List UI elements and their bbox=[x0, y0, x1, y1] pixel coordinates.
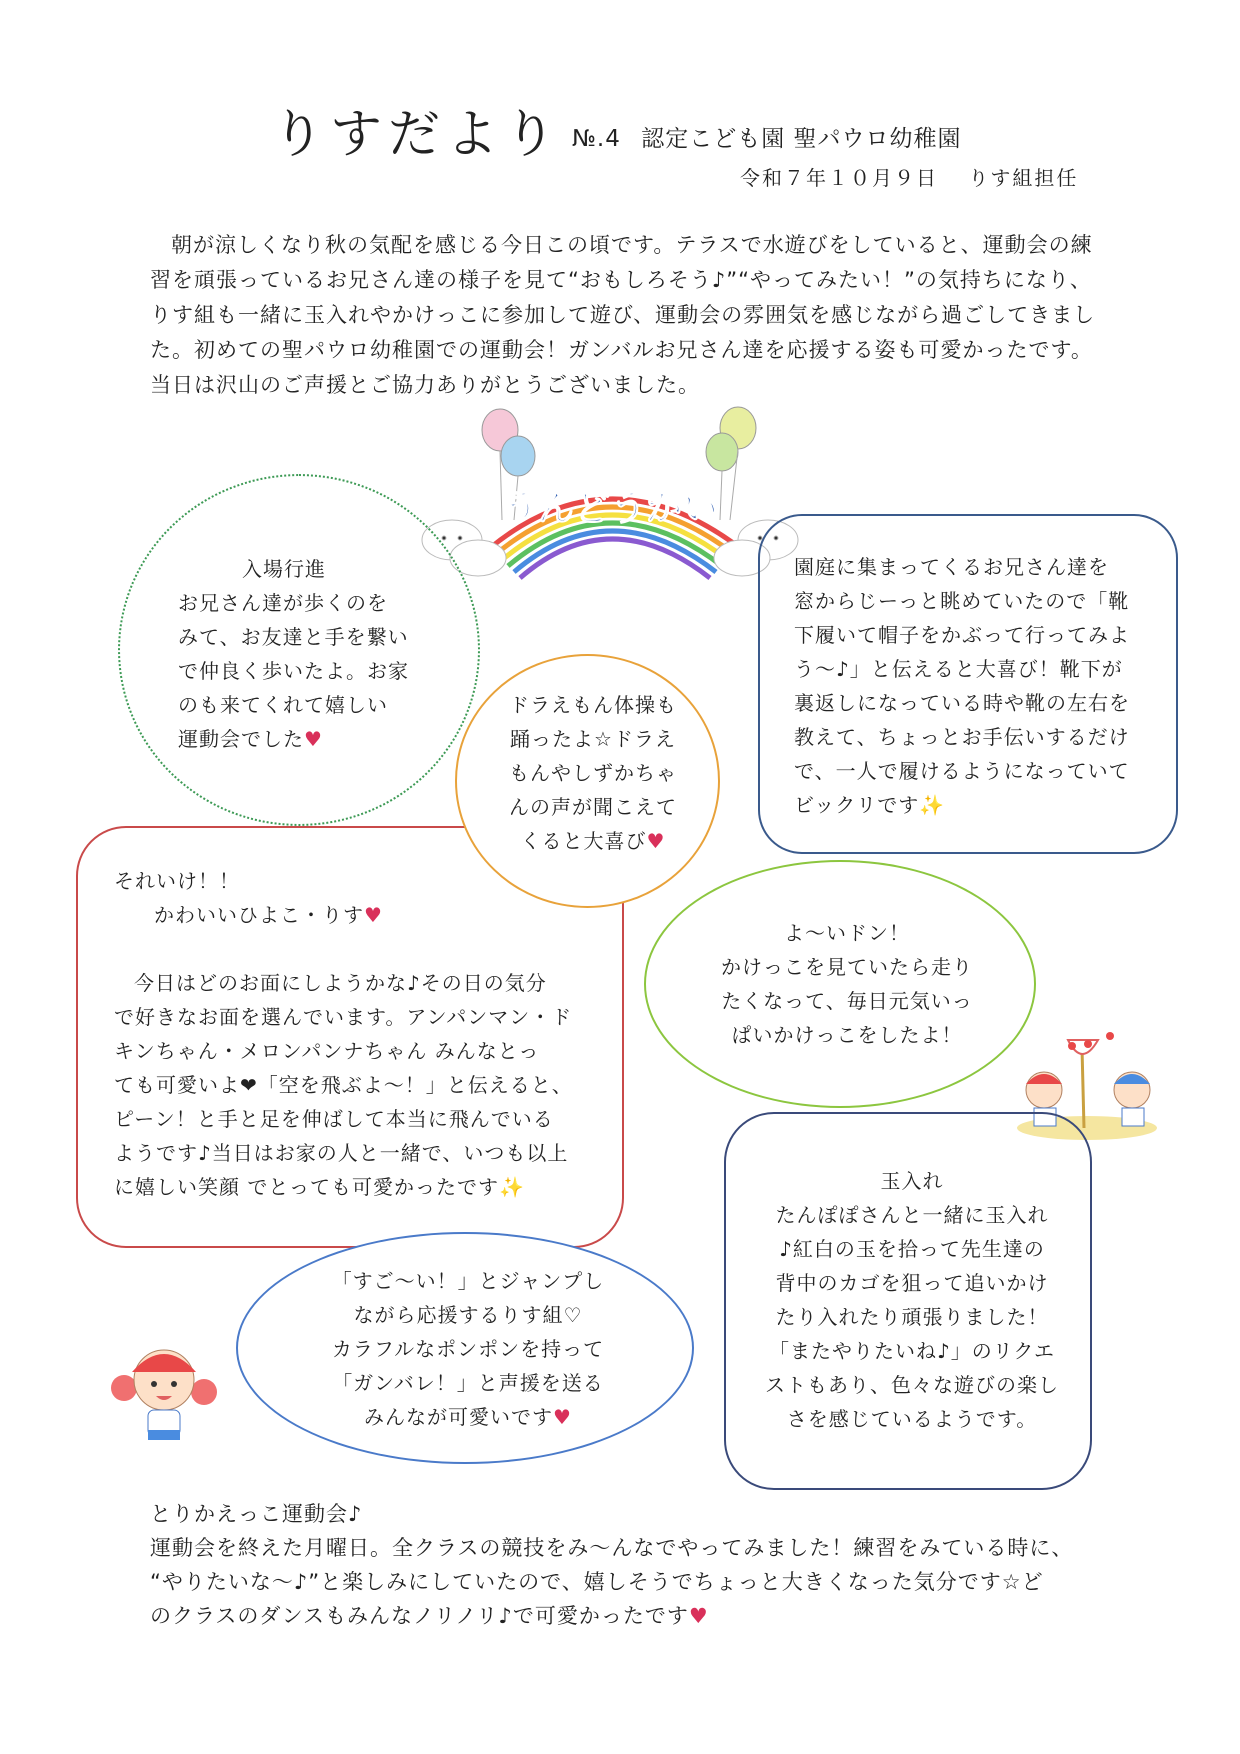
bottom-section bbox=[150, 1497, 1110, 1633]
intro-paragraph bbox=[150, 228, 1105, 403]
entrance-line: のも来てくれて嬉しい bbox=[178, 693, 388, 717]
race-line: かけっこを見ていたら走り bbox=[721, 955, 973, 979]
header-date-line bbox=[740, 162, 1078, 191]
garden-line: 園庭に集まってくるお兄さん達を bbox=[794, 555, 1109, 579]
doraemon-line: 踊ったよ☆ドラえ bbox=[510, 727, 676, 751]
entrance-bubble bbox=[118, 474, 480, 826]
tamaire-line: 「またやりたいね♪」のリクエ bbox=[769, 1339, 1055, 1363]
cheer-line: 「すご～い！」とジャンプし bbox=[331, 1269, 605, 1293]
hiyoko-line: 今日はどのお面にしようかな♪その日の気分 bbox=[134, 971, 547, 995]
hiyoko-line: ても可愛いよ❤「空を飛ぶよ～！」と伝えると、 bbox=[114, 1073, 573, 1097]
heart-icon: ♥ bbox=[688, 1604, 709, 1628]
cheer-line: ながら応援するりす組♡ bbox=[353, 1303, 583, 1327]
entrance-line: みて、お友達と手を繋い bbox=[178, 625, 409, 649]
doraemon-line: もんやしずかちゃ bbox=[509, 761, 677, 785]
hiyoko-line: ようです♪当日はお家の人と一緒で、いつも以上 bbox=[114, 1141, 569, 1165]
hiyoko-title-1: それいけ！！ bbox=[114, 869, 240, 893]
garden-line: で、一人で履けるようになっていて bbox=[794, 759, 1130, 783]
bottom-line: 運動会を終えた月曜日。全クラスの競技をみ～んなでやってみました！練習をみている時に、 bbox=[150, 1536, 1074, 1560]
intro-text: 朝が涼しくなり秋の気配を感じる今日この頃です。テラスで水遊びをしていると、運動会の練習を頑張っているお兄さん達の様子を見て“おもしろそう♪”“やってみたい！”の気持ちになり、りす組も一緒に玉入れやかけっこに参加して遊び、運動会の雰囲気を感じながら過ごしてきました。初めての聖パウロ幼稚園での運動会！ガンバルお兄さん達を応援する姿も可愛かったです。当日は沢山のご声援とご協力ありがとうございました。 bbox=[150, 233, 1096, 397]
tamaire-line: 背中のカゴを狙って追いかけ bbox=[775, 1271, 1049, 1295]
school-name: 認定こども園 聖パウロ幼稚園 bbox=[641, 126, 962, 152]
sparkle-icon: ✨ bbox=[498, 1175, 525, 1199]
garden-line: 裏返しになっている時や靴の左右を bbox=[794, 691, 1130, 715]
issue-number: №.4 bbox=[572, 126, 621, 152]
author: りす組担任 bbox=[968, 166, 1079, 190]
hiyoko-line: に嬉しい笑顔 でとっても可愛かったです bbox=[114, 1175, 499, 1199]
garden-line: ビックリです bbox=[794, 793, 920, 817]
garden-bubble bbox=[758, 514, 1178, 854]
cheer-bubble bbox=[236, 1232, 694, 1464]
hiyoko-line: キンちゃん・メロンパンナちゃん みんなとっ bbox=[114, 1039, 540, 1063]
race-line: ぱいかけっこをしたよ！ bbox=[731, 1023, 963, 1047]
banner-text: うんどうかい bbox=[501, 488, 719, 529]
tamaire-line: たんぽぽさんと一緒に玉入れ bbox=[775, 1203, 1049, 1227]
undoukai-banner-illustration bbox=[420, 400, 800, 580]
tamaire-heading: 玉入れ bbox=[880, 1169, 944, 1193]
cheer-line: カラフルなポンポンを持って bbox=[331, 1337, 605, 1361]
race-line: たくなって、毎日元気いっ bbox=[721, 989, 973, 1013]
doraemon-bubble bbox=[455, 654, 720, 908]
race-bubble bbox=[644, 860, 1036, 1108]
heart-icon: ♥ bbox=[304, 727, 323, 751]
doraemon-line: ドラえもん体操も bbox=[509, 693, 677, 717]
tamaire-line: たり入れたり頑張りました！ bbox=[775, 1305, 1049, 1329]
hiyoko-title-2: かわいいひよこ・りす bbox=[154, 903, 364, 927]
doraemon-line: んの声が聞こえて bbox=[509, 795, 677, 819]
garden-line: 教えて、ちょっとお手伝いするだけ bbox=[794, 725, 1130, 749]
tamaire-line: さを感じているようです。 bbox=[786, 1407, 1038, 1431]
entrance-line: で仲良く歩いたよ。お家 bbox=[178, 659, 409, 683]
entrance-line: お兄さん達が歩くのを bbox=[178, 591, 388, 615]
hiyoko-line: ピーン！と手と足を伸ばして本当に飛んでいる bbox=[114, 1107, 554, 1131]
garden-line: 窓からじーっと眺めていたので「靴 bbox=[794, 589, 1130, 613]
hiyoko-line: で好きなお面を選んでいます。アンパンマン・ド bbox=[114, 1005, 573, 1029]
sparkle-icon: ✨ bbox=[919, 793, 946, 817]
garden-line: う～♪」と伝えると大喜び！靴下が bbox=[794, 657, 1123, 681]
heart-icon: ♥ bbox=[364, 903, 383, 927]
issue-date: 令和７年１０月９日 bbox=[740, 166, 938, 190]
entrance-heading: 入場行進 bbox=[242, 557, 326, 581]
tamaire-line: ♪紅白の玉を拾って先生達の bbox=[779, 1237, 1045, 1261]
bottom-line: のクラスのダンスもみんなノリノリ♪で可愛かったです bbox=[150, 1604, 689, 1628]
race-heading: よ～いドン！ bbox=[784, 921, 910, 945]
bottom-heading: とりかえっこ運動会♪ bbox=[150, 1502, 363, 1526]
doraemon-line: くると大喜び bbox=[520, 829, 647, 853]
garden-line: 下履いて帽子をかぶって行ってみよ bbox=[794, 623, 1130, 647]
heart-icon: ♥ bbox=[553, 1405, 572, 1429]
tamaire-line: ストもあり、色々な遊びの楽し bbox=[765, 1373, 1059, 1397]
tamaire-bubble bbox=[724, 1112, 1092, 1490]
bottom-line: “やりたいな～♪”と楽しみにしていたので、嬉しそうでちょっと大きくなった気分です☆ど bbox=[150, 1570, 1044, 1594]
entrance-line: 運動会でした bbox=[178, 727, 304, 751]
cheer-girl-illustration bbox=[108, 1330, 220, 1450]
cheer-line: 「ガンバレ！」と声援を送る bbox=[332, 1371, 604, 1395]
newsletter-title: りすだより bbox=[272, 105, 563, 165]
heart-icon: ♥ bbox=[646, 829, 666, 853]
cheer-line: みんなが可愛いです bbox=[364, 1405, 554, 1429]
header-subtitle bbox=[572, 120, 962, 153]
